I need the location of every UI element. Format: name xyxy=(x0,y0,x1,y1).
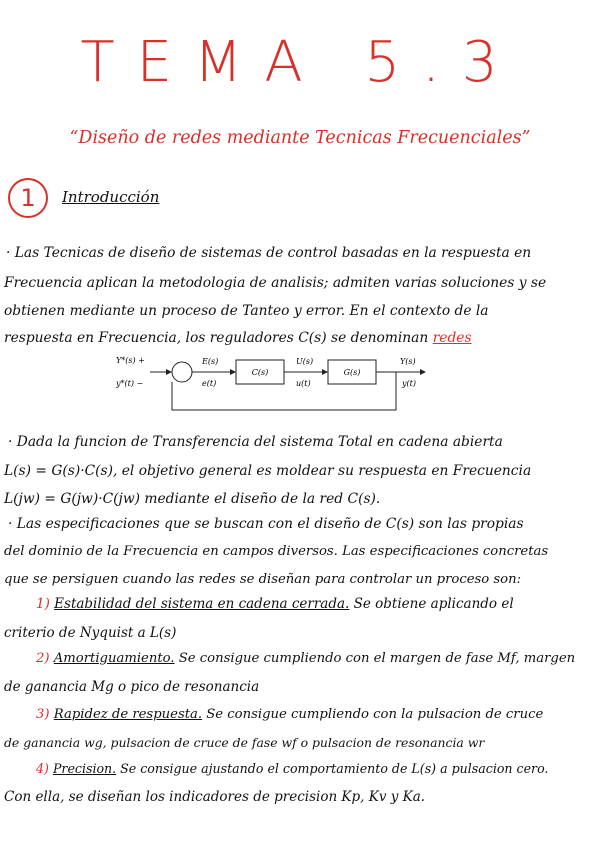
spec-number: 2) xyxy=(36,651,50,666)
spec-text: Se consigue cumpliendo con la pulsacion de cruce xyxy=(202,707,544,722)
spec-text: Se consigue cumpliendo con el margen de fase Mf, margen xyxy=(174,651,576,666)
spec-item xyxy=(36,760,548,778)
label-output-top: Y(s) xyxy=(400,357,416,366)
label-input-bottom: y*(t) − xyxy=(116,379,144,388)
paragraph1-line: Frecuencia aplican la metodologia de analisis; admiten varias soluciones y se xyxy=(4,275,547,291)
plant-label: G(s) xyxy=(343,368,361,377)
spec-item-continuation: de ganancia wg, pulsacion de cruce de fase wf o pulsacion de resonancia wr xyxy=(4,735,485,750)
label-control-top: U(s) xyxy=(296,357,314,366)
summing-junction xyxy=(172,362,192,382)
page-subtitle: “Diseño de redes mediante Tecnicas Frecuenciales” xyxy=(69,128,531,148)
controller-label: C(s) xyxy=(251,368,269,377)
spec-item xyxy=(36,595,514,613)
paragraph1-line: · Las Tecnicas de diseño de sistemas de control basadas en la respuesta en xyxy=(6,245,532,261)
label-control-bottom: u(t) xyxy=(296,379,311,388)
spec-number: 1) xyxy=(36,596,50,612)
paragraph1-line: obtienen mediante un proceso de Tanteo y error. En el contexto de la xyxy=(4,303,489,319)
paragraph2-line: L(s) = G(s)·C(s), el objetivo general es moldear su respuesta en Frecuencia xyxy=(4,463,532,479)
spec-number: 3) xyxy=(36,707,50,722)
arrow-head xyxy=(166,369,172,375)
term-redes: redes xyxy=(432,330,472,346)
label-input-top: Y*(s) + xyxy=(116,356,145,365)
arrow-head xyxy=(420,369,426,375)
spec-item-continuation: criterio de Nyquist a L(s) xyxy=(4,625,177,641)
spec-term: Precision. xyxy=(52,761,117,776)
spec-term: Estabilidad del sistema en cadena cerrada. xyxy=(54,596,350,612)
spec-item-continuation: Con ella, se diseñan los indicadores de precision Kp, Kv y Ka. xyxy=(4,789,426,805)
spec-text: Se consigue ajustando el comportamiento de L(s) a pulsacion cero. xyxy=(116,761,549,776)
page-title: TEMA 5.3 xyxy=(80,30,520,95)
spec-term: Rapidez de respuesta. xyxy=(53,707,203,722)
section-number-badge: 1 xyxy=(8,178,48,218)
paragraph3-line: del dominio de la Frecuencia en campos diversos. Las especificaciones concretas xyxy=(4,544,549,559)
control-loop-diagram xyxy=(110,346,430,416)
paragraph1-line-last xyxy=(4,329,472,347)
paragraph3-line: · Las especificaciones que se buscan con el diseño de C(s) son las propias xyxy=(8,516,524,532)
label-error-bottom: e(t) xyxy=(202,379,217,388)
arrow-head xyxy=(322,369,328,375)
paragraph1-text: respuesta en Frecuencia, los reguladores C(s) se denominan xyxy=(4,330,429,346)
spec-item xyxy=(36,650,575,668)
spec-term: Amortiguamiento. xyxy=(53,651,175,666)
label-output-bottom: y(t) xyxy=(402,379,416,388)
arrow-head xyxy=(230,369,236,375)
spec-text: Se obtiene aplicando el xyxy=(349,596,514,612)
paragraph2-line: L(jw) = G(jw)·C(jw) mediante el diseño de la red C(s). xyxy=(4,491,381,507)
spec-item-continuation: de ganancia Mg o pico de resonancia xyxy=(4,679,260,695)
paragraph3-line: que se persiguen cuando las redes se diseñan para controlar un proceso son: xyxy=(4,572,522,587)
paragraph2-line: · Dada la funcion de Transferencia del sistema Total en cadena abierta xyxy=(8,434,503,450)
section-title: Introducción xyxy=(62,188,160,206)
spec-item xyxy=(36,706,543,724)
label-error-top: E(s) xyxy=(202,357,219,366)
spec-number: 4) xyxy=(36,761,49,776)
